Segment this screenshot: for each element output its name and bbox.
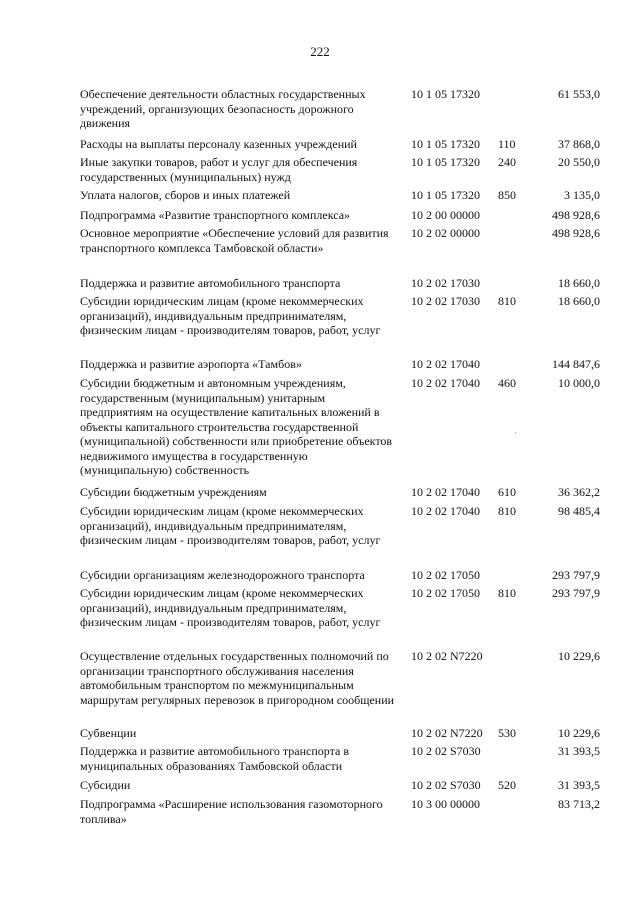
row-csr: 10 1 05 17320 xyxy=(411,188,480,202)
row-csr: 10 2 02 17040 xyxy=(411,357,480,371)
row-csr: 10 2 02 N7220 xyxy=(411,726,483,740)
row-name: Субсидии бюджетным и автономным учреждениям, государственным (муниципальным) унитарным предприятиям на осуществление капитальных вложений в объекты капитального строительства государственной (муниципальной) собственности или приобретение объектов недвижимого имущества в государственную (муниципальную) собственность xyxy=(80,376,393,477)
row-name: Субсидии юридическим лицам (кроме некоммерческих организаций), индивидуальным предпринимателям, физическим лицам - производителям товаров, работ, услуг xyxy=(80,586,381,629)
row-vr: 110 xyxy=(498,137,516,151)
row-csr: 10 2 02 17050 xyxy=(411,568,480,582)
row-amount: 31 393,5 xyxy=(558,778,600,792)
row-amount: 498 928,6 xyxy=(552,208,600,222)
row-name: Подпрограмма «Расширение использования газомоторного топлива» xyxy=(80,797,383,826)
row-name: Осуществление отдельных государственных полномочий по организации транспортного обслуживания населения автомобильным транспортом по межмуниципальным маршрутам регулярных перевозок в пригородном сообщении xyxy=(80,649,395,707)
row-vr: 850 xyxy=(498,188,516,202)
row-amount: 20 550,0 xyxy=(558,155,600,169)
row-amount: 37 868,0 xyxy=(558,137,600,151)
row-name: Уплата налогов, сборов и иных платежей xyxy=(80,188,291,202)
page-number: 222 xyxy=(310,44,330,59)
row-vr: 610 xyxy=(498,485,516,499)
row-amount: 10 000,0 xyxy=(558,376,600,390)
row-csr: 10 2 02 17040 xyxy=(411,485,480,499)
row-csr: 10 2 02 17030 xyxy=(411,294,480,308)
row-csr: 10 2 02 17040 xyxy=(411,376,480,390)
row-vr: 520 xyxy=(498,778,516,792)
row-csr: 10 2 02 00000 xyxy=(411,226,480,240)
row-vr: 810 xyxy=(498,504,516,518)
row-csr: 10 2 00 00000 xyxy=(411,208,480,222)
row-vr: 460 xyxy=(498,376,516,390)
row-name: Субсидии юридическим лицам (кроме некоммерческих организаций), индивидуальным предпринимателям, физическим лицам - производителям товаров, работ, услуг xyxy=(80,294,381,337)
row-amount: 10 229,6 xyxy=(558,649,600,663)
row-amount: 144 847,6 xyxy=(552,357,600,371)
row-name: Иные закупки товаров, работ и услуг для обеспечения государственных (муниципальных) нужд xyxy=(80,155,358,184)
row-amount: 18 660,0 xyxy=(558,294,600,308)
row-csr: 10 2 02 17030 xyxy=(411,276,480,290)
row-csr: 10 3 00 00000 xyxy=(411,797,480,811)
row-amount: 18 660,0 xyxy=(558,276,600,290)
row-vr: 810 xyxy=(498,586,516,600)
row-amount: 3 135,0 xyxy=(564,188,600,202)
row-csr: 10 1 05 17320 xyxy=(411,137,480,151)
row-csr: 10 2 02 N7220 xyxy=(411,649,483,663)
scan-speck xyxy=(515,432,516,433)
row-name: Поддержка и развитие аэропорта «Тамбов» xyxy=(80,357,302,371)
row-name: Субсидии xyxy=(80,778,131,792)
row-amount: 498 928,6 xyxy=(552,226,600,240)
row-name: Поддержка и развитие автомобильного транспорта xyxy=(80,276,341,290)
row-name: Обеспечение деятельности областных государственных учреждений, организующих безопасность дорожного движения xyxy=(80,87,366,130)
row-csr: 10 1 05 17320 xyxy=(411,155,480,169)
row-name: Субсидии бюджетным учреждениям xyxy=(80,485,267,499)
row-name: Подпрограмма «Развитие транспортного комплекса» xyxy=(80,208,351,222)
row-vr: 810 xyxy=(498,294,516,308)
row-csr: 10 2 02 S7030 xyxy=(411,778,481,792)
row-csr: 10 1 05 17320 xyxy=(411,87,480,101)
row-amount: 98 485,4 xyxy=(558,504,600,518)
row-name: Основное мероприятие «Обеспечение условий для развития транспортного комплекса Тамбовской области» xyxy=(80,226,389,255)
row-csr: 10 2 02 17050 xyxy=(411,586,480,600)
row-csr: 10 2 02 S7030 xyxy=(411,744,481,758)
row-csr: 10 2 02 17040 xyxy=(411,504,480,518)
row-vr: 240 xyxy=(498,155,516,169)
row-amount: 36 362,2 xyxy=(558,485,600,499)
row-amount: 83 713,2 xyxy=(558,797,600,811)
row-name: Субвенции xyxy=(80,726,137,740)
row-amount: 293 797,9 xyxy=(552,586,600,600)
row-amount: 10 229,6 xyxy=(558,726,600,740)
row-amount: 31 393,5 xyxy=(558,744,600,758)
row-amount: 293 797,9 xyxy=(552,568,600,582)
row-name: Расходы на выплаты персоналу казенных учреждений xyxy=(80,137,357,151)
row-vr: 530 xyxy=(498,726,516,740)
row-name: Субсидии юридическим лицам (кроме некоммерческих организаций), индивидуальным предпринимателям, физическим лицам - производителям товаров, работ, услуг xyxy=(80,504,381,547)
row-amount: 61 553,0 xyxy=(558,87,600,101)
row-name: Субсидии организациям железнодорожного транспорта xyxy=(80,568,365,582)
row-name: Поддержка и развитие автомобильного транспорта в муниципальных образованиях Тамбовской области xyxy=(80,744,349,773)
